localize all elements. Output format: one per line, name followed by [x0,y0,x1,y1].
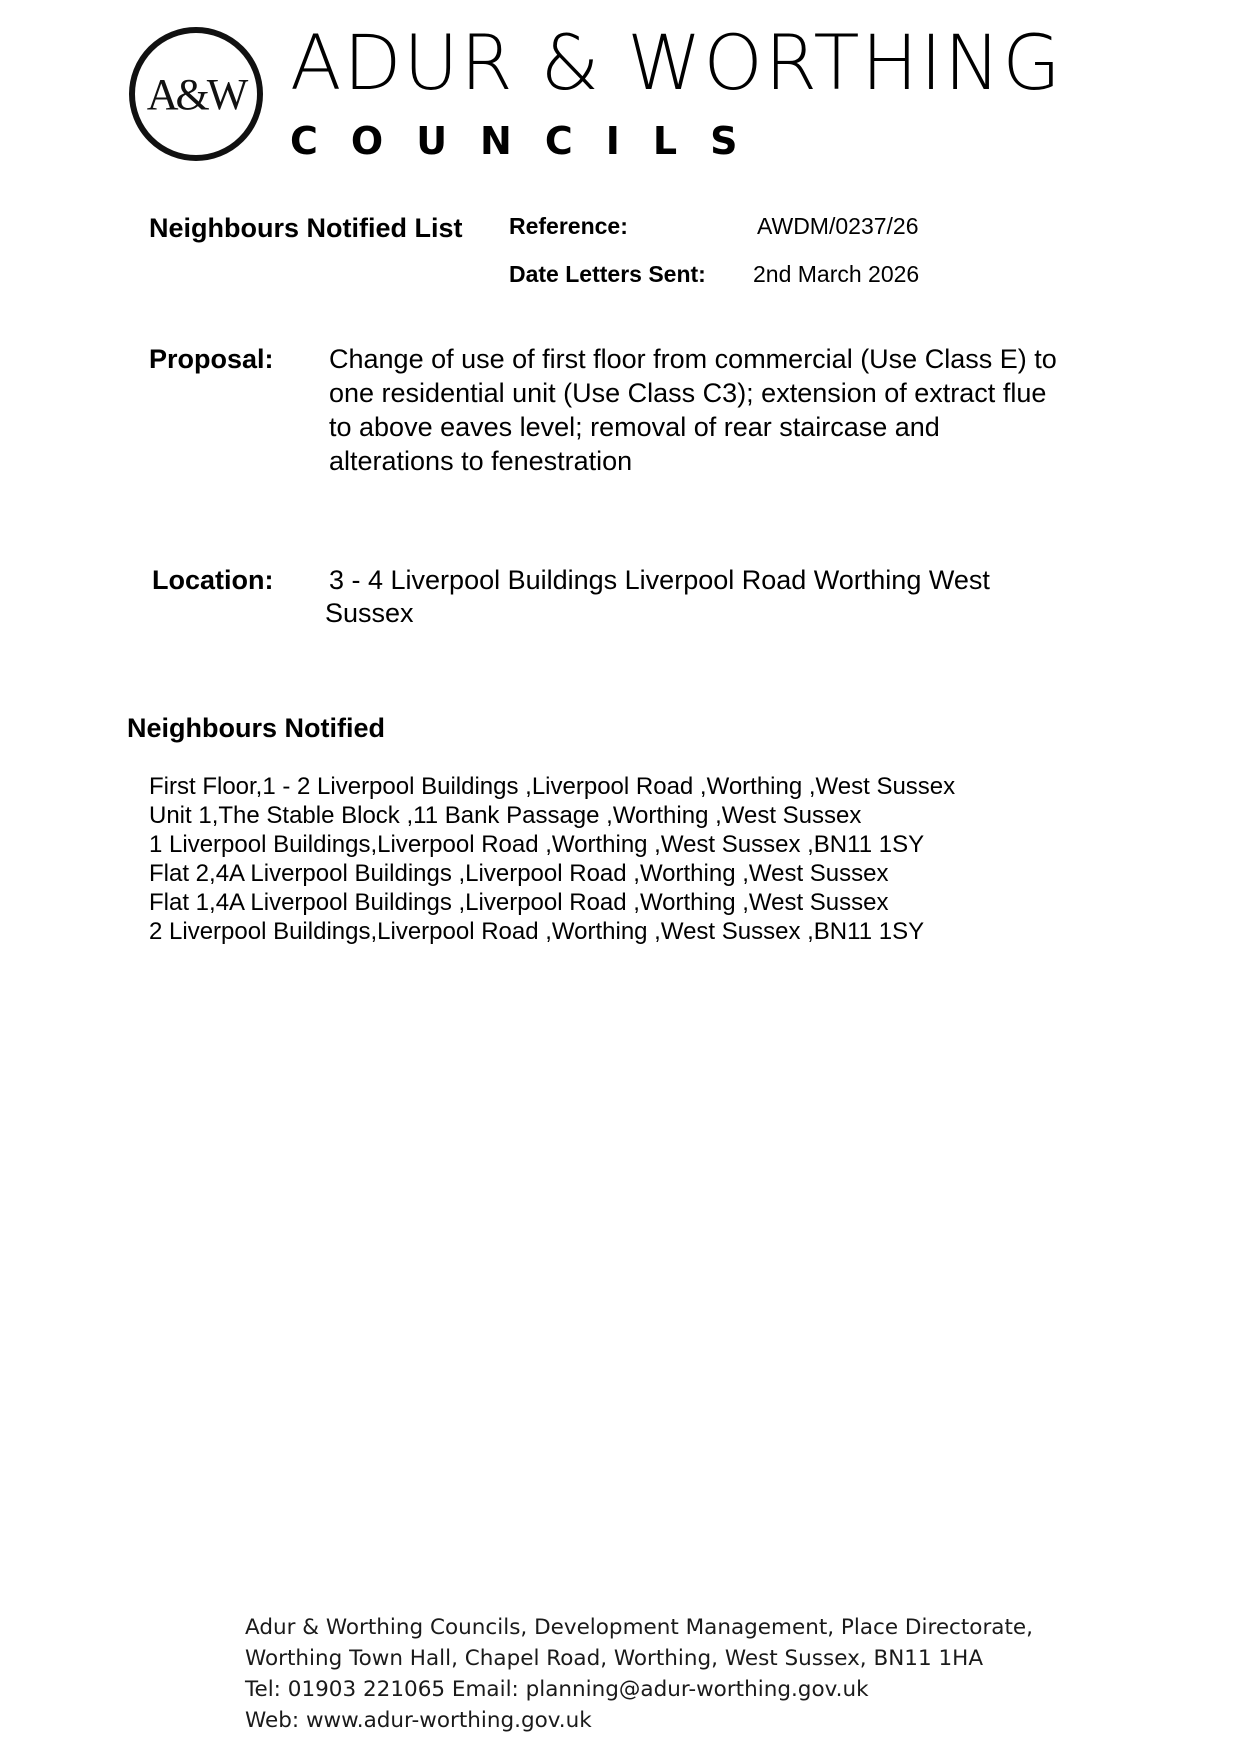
list-item: 1 Liverpool Buildings,Liverpool Road ,Worthing ,West Sussex ,BN11 1SY [149,831,925,858]
location-line-2: Sussex [325,598,414,628]
list-item: 2 Liverpool Buildings,Liverpool Road ,Worthing ,West Sussex ,BN11 1SY [149,918,925,945]
footer-contact [245,1612,1033,1736]
neighbours-list [149,772,955,946]
location-line-1: 3 - 4 Liverpool Buildings Liverpool Road Worthing West [329,565,990,595]
document-title: Neighbours Notified List [149,213,463,243]
svg-text:A&W: A&W [146,70,246,119]
footer-address-line-1: Adur & Worthing Councils, Development Management, Place Directorate, [245,1615,1033,1640]
council-name: ADUR & WORTHING [290,18,1063,107]
list-item: Unit 1,The Stable Block ,11 Bank Passage ,Worthing ,West Sussex [149,802,862,829]
date-sent-label: Date Letters Sent: [509,261,706,287]
date-sent-value: 2nd March 2026 [753,261,920,287]
list-item: First Floor,1 - 2 Liverpool Buildings ,Liverpool Road ,Worthing ,West Sussex [149,773,956,800]
reference-value: AWDM/0237/26 [757,213,919,239]
proposal-label: Proposal: [149,344,274,374]
council-subtitle: COUNCILS [290,119,771,163]
location-label: Location: [152,565,274,595]
footer-web-line: Web: www.adur-worthing.gov.uk [245,1708,592,1733]
footer-contact-line: Tel: 01903 221065 Email: planning@adur-worthing.gov.uk [245,1677,869,1702]
proposal-text: Change of use of first floor from commercial (Use Class E) to one residential unit (Use Class C3); extension of extract flue to above eaves level; removal of rear staircase and alterations to fenestration [329,344,1057,476]
reference-label: Reference: [509,213,628,239]
neighbours-heading: Neighbours Notified [127,713,385,743]
list-item: Flat 1,4A Liverpool Buildings ,Liverpool Road ,Worthing ,West Sussex [149,889,889,916]
footer-address-line-2: Worthing Town Hall, Chapel Road, Worthing, West Sussex, BN11 1HA [245,1646,984,1671]
list-item: Flat 2,4A Liverpool Buildings ,Liverpool Road ,Worthing ,West Sussex [149,860,889,887]
council-logo-emblem [127,25,265,163]
